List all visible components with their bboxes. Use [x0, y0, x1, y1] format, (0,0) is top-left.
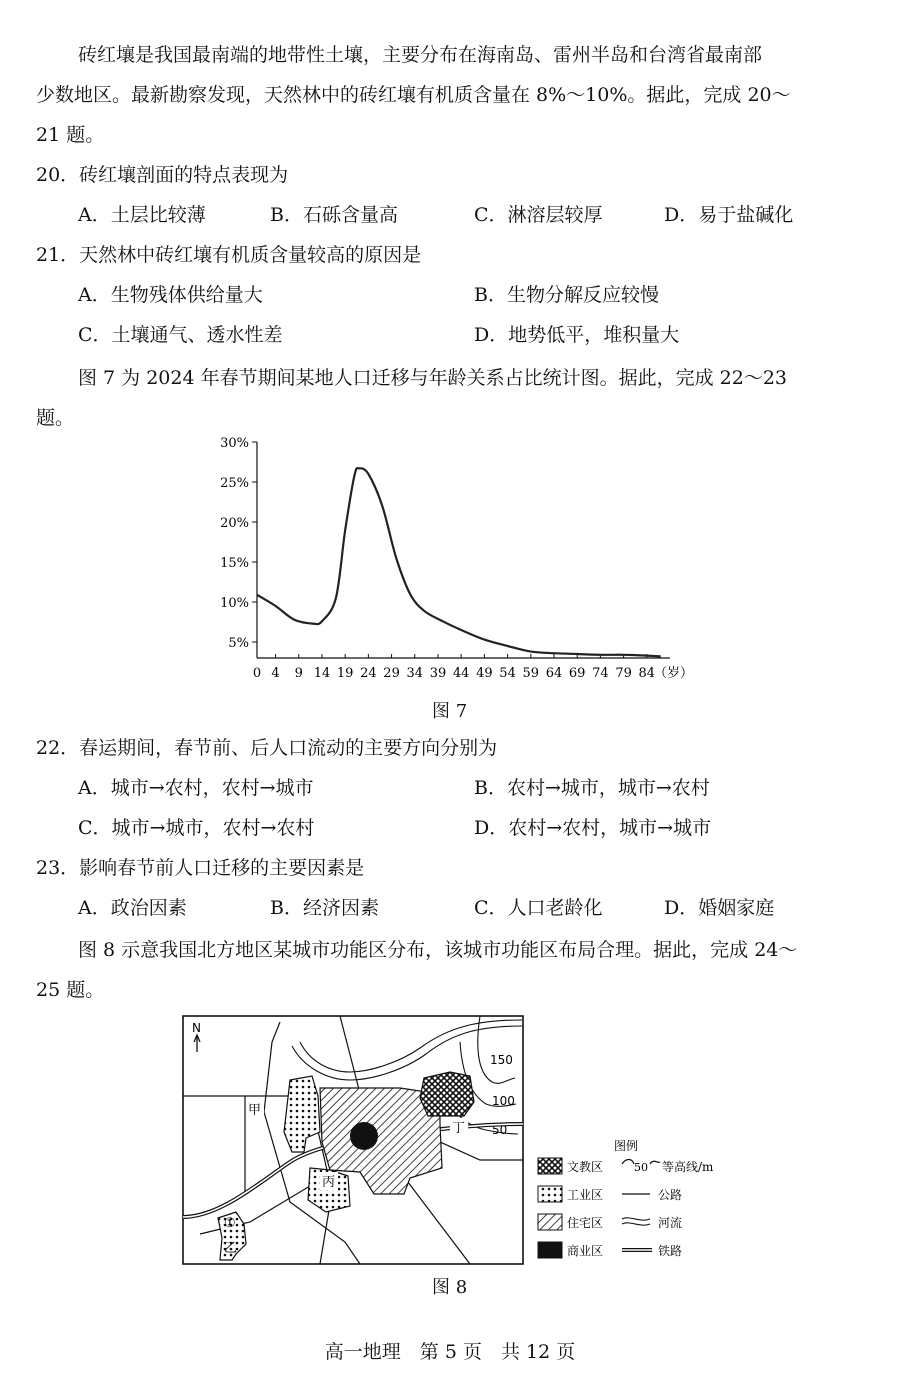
label-point-one: ① [224, 1216, 236, 1231]
intro3-line1: 图 8 示意我国北方地区某城市功能区分布，该城市功能区布局合理。据此，完成 24～ [78, 939, 798, 961]
legend-railway: 铁路 [658, 1244, 683, 1258]
q23-option-a: A．政治因素 [78, 897, 187, 919]
y-tick-label: 10% [220, 596, 249, 611]
y-tick-label: 25% [220, 476, 249, 491]
map-legend [538, 1138, 714, 1258]
legend-contour: 等高线/m [662, 1160, 714, 1174]
q20-option-c: C．淋溶层较厚 [474, 204, 603, 226]
q21-option-a: A．生物残体供给量大 [78, 284, 263, 306]
x-tick-label: 14 [313, 666, 331, 681]
contour-label-100: 100 [492, 1094, 515, 1108]
education-zone [420, 1072, 474, 1116]
x-tick-label: 79 [615, 666, 632, 681]
contour-label-50: 50 [492, 1123, 508, 1137]
y-tick-label: 5% [228, 636, 249, 651]
y-tick-label: 30% [220, 436, 249, 451]
label-bing: 丙 [322, 1175, 336, 1190]
x-tick-label: 49 [476, 666, 493, 681]
commercial-zone [350, 1122, 378, 1150]
legend-river: 河流 [658, 1216, 683, 1230]
q22-option-d: D．农村→农村，城市→城市 [474, 817, 712, 839]
contour-label-150: 150 [490, 1053, 513, 1067]
y-tick-label: 15% [220, 556, 249, 571]
q21-option-c: C．土壤通气、透水性差 [78, 324, 283, 346]
label-jia: 甲 [248, 1103, 262, 1118]
q20-option-d: D．易于盐碱化 [664, 204, 794, 226]
q21-option-d: D．地势低平，堆积量大 [474, 324, 680, 346]
legend-industrial: 工业区 [567, 1188, 604, 1202]
x-tick-label: 34 [406, 666, 424, 681]
q23-option-b: B．经济因素 [270, 897, 379, 919]
x-tick-label: 64 [545, 666, 563, 681]
q23-option-c: C．人口老龄化 [474, 897, 603, 919]
intro2-line1: 图 7 为 2024 年春节期间某地人口迁移与年龄关系占比统计图。据此，完成 22～23 [78, 367, 787, 389]
legend-commercial: 商业区 [567, 1244, 604, 1258]
legend-education: 文教区 [567, 1160, 604, 1174]
intro3-line2: 25 题。 [36, 979, 105, 1001]
fig7-caption: 图 7 [432, 701, 468, 722]
y-tick-label: 20% [220, 516, 249, 531]
q21-option-b: B．生物分解反应较慢 [474, 284, 659, 306]
x-tick-label: 9 [294, 666, 303, 681]
page-footer: 高一地理 第 5 页 共 12 页 [324, 1341, 576, 1363]
fig7-line-chart [205, 430, 705, 692]
intro1-line3: 21 题。 [36, 124, 105, 146]
x-tick-label: 19 [336, 666, 354, 681]
x-axis-unit-label: （岁） [654, 666, 694, 681]
x-tick-label: 0 [252, 666, 262, 681]
x-tick-label: 44 [452, 666, 470, 681]
x-tick-label: 69 [568, 666, 586, 681]
intro1-line2: 少数地区。最新勘察发现，天然林中的砖红壤有机质含量在 8%～10%。据此，完成 20～ [36, 84, 791, 106]
x-tick-label: 4 [271, 666, 280, 681]
intro1-line1: 砖红壤是我国最南端的地带性土壤，主要分布在海南岛、雷州半岛和台湾省最南部 [78, 44, 763, 66]
q23-stem: 23．影响春节前人口迁移的主要因素是 [36, 857, 365, 879]
x-tick-label: 54 [499, 666, 516, 681]
legend-title: 图例 [614, 1139, 639, 1153]
label-ding: 丁 [452, 1121, 466, 1136]
label-yi: 乙 [224, 1241, 238, 1256]
q22-option-c: C．城市→城市，农村→农村 [78, 817, 315, 839]
x-tick-label: 59 [522, 666, 540, 681]
intro2-line2: 题。 [36, 407, 75, 429]
q22-option-a: A．城市→农村，农村→城市 [78, 777, 314, 799]
x-tick-label: 74 [592, 666, 609, 681]
svg-text:N: N [192, 1021, 201, 1035]
fig8-city-function-map [180, 1012, 714, 1272]
x-tick-label: 39 [429, 666, 447, 681]
fig8-caption: 图 8 [432, 1277, 468, 1298]
q20-stem: 20．砖红壤剖面的特点表现为 [36, 164, 289, 186]
q22-stem: 22．春运期间，春节前、后人口流动的主要方向分别为 [36, 737, 498, 759]
legend-residential: 住宅区 [567, 1216, 604, 1230]
q21-stem: 21．天然林中砖红壤有机质含量较高的原因是 [36, 244, 422, 266]
q20-option-a: A．土层比较薄 [78, 204, 206, 226]
legend-contour-sample: 50 [634, 1161, 648, 1174]
x-tick-label: 29 [383, 666, 400, 681]
legend-road: 公路 [658, 1188, 683, 1202]
q22-option-b: B．农村→城市，城市→农村 [474, 777, 710, 799]
q20-option-b: B．石砾含量高 [270, 204, 398, 226]
x-tick-label: 24 [360, 666, 377, 681]
population-migration-line [257, 468, 661, 656]
q23-option-d: D．婚姻家庭 [664, 897, 775, 919]
x-tick-label: 84 [638, 666, 656, 681]
